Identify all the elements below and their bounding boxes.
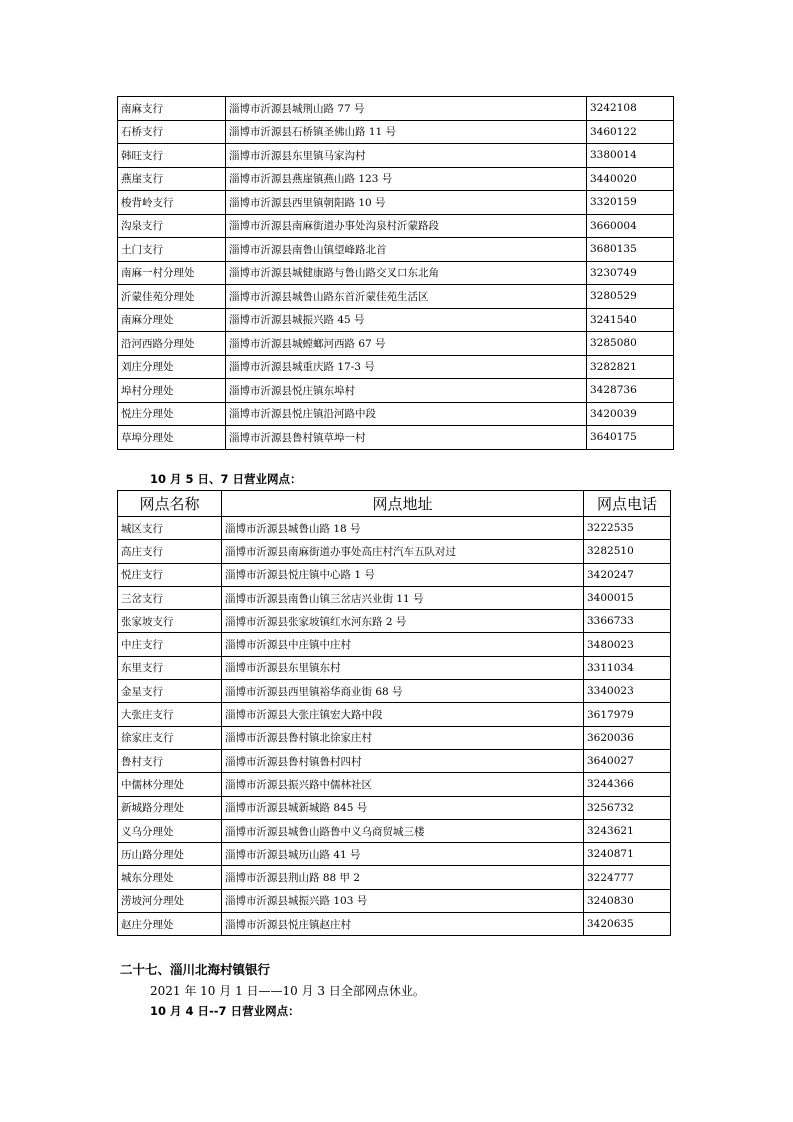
table-row <box>118 633 671 656</box>
branch-name-cell: 中庄支行 <box>118 633 222 656</box>
branch-address-cell: 淄博市沂源县悦庄镇东埠村 <box>226 379 587 403</box>
branch-name-cell: 赵庄分理处 <box>118 913 222 936</box>
branch-phone-cell: 3311034 <box>584 656 671 679</box>
branch-phone-cell: 3617979 <box>584 703 671 726</box>
branch-phone-cell: 3280529 <box>587 285 674 309</box>
table-row <box>118 332 674 356</box>
branch-phone-cell: 3680135 <box>587 238 674 262</box>
branch-address-cell: 淄博市沂源县鲁村镇草埠一村 <box>226 426 587 450</box>
branch-address-cell: 淄博市沂源县南麻街道办事处沟泉村沂蒙路段 <box>226 214 587 238</box>
branch-name-cell: 沂蒙佳苑分理处 <box>118 285 226 309</box>
table-row <box>118 144 674 168</box>
branch-table-1 <box>117 96 674 450</box>
branch-address-cell: 淄博市沂源县中庄镇中庄村 <box>222 633 584 656</box>
branch-address-cell: 淄博市沂源县城振兴路 103 号 <box>222 889 584 912</box>
branch-address-cell: 淄博市沂源县张家坡镇红水河东路 2 号 <box>222 610 584 633</box>
branch-phone-cell: 3366733 <box>584 610 671 633</box>
table-row <box>118 819 671 842</box>
branch-name-cell: 南麻支行 <box>118 97 226 121</box>
table-row <box>118 97 674 121</box>
branch-name-cell: 沟泉支行 <box>118 214 226 238</box>
section-title-27: 二十七、淄川北海村镇银行 <box>120 962 271 977</box>
branch-name-cell: 大张庄支行 <box>118 703 222 726</box>
section-heading-oct5-7: 10 月 5 日、7 日营业网点： <box>150 472 302 486</box>
table-row <box>118 563 671 586</box>
branch-phone-cell: 3243621 <box>584 819 671 842</box>
branch-phone-cell: 3244366 <box>584 773 671 796</box>
branch-name-cell: 土门支行 <box>118 238 226 262</box>
table-row <box>118 540 671 563</box>
branch-name-cell: 金星支行 <box>118 680 222 703</box>
branch-name-cell: 南麻分理处 <box>118 308 226 332</box>
branch-phone-cell: 3620036 <box>584 726 671 749</box>
table-row <box>118 426 674 450</box>
table-row <box>118 913 671 936</box>
header-branch-phone: 网点电话 <box>584 491 671 517</box>
branch-address-cell: 淄博市沂源县荆山路 88 甲 2 <box>222 866 584 889</box>
branch-name-cell: 张家坡支行 <box>118 610 222 633</box>
branch-name-cell: 鲁村支行 <box>118 749 222 772</box>
branch-name-cell: 城区支行 <box>118 517 222 540</box>
table-header-row <box>118 491 671 517</box>
branch-address-cell: 淄博市沂源县城新城路 845 号 <box>222 796 584 819</box>
branch-address-cell: 淄博市沂源县南鲁山镇望峰路北首 <box>226 238 587 262</box>
branch-address-cell: 淄博市沂源县悦庄镇沿河路中段 <box>226 402 587 426</box>
branch-name-cell: 涝坡河分理处 <box>118 889 222 912</box>
branch-address-cell: 淄博市沂源县城荆山路 77 号 <box>226 97 587 121</box>
table-row <box>118 843 671 866</box>
table-row <box>118 120 674 144</box>
table-row <box>118 866 671 889</box>
branch-address-cell: 淄博市沂源县悦庄镇赵庄村 <box>222 913 584 936</box>
branch-phone-cell: 3320159 <box>587 191 674 215</box>
branch-table-2 <box>117 490 671 936</box>
table-row <box>118 703 671 726</box>
branch-address-cell: 淄博市沂源县城鲁山路 18 号 <box>222 517 584 540</box>
branch-name-cell: 悦庄分理处 <box>118 402 226 426</box>
branch-name-cell: 悦庄支行 <box>118 563 222 586</box>
table-row <box>118 167 674 191</box>
table-row <box>118 749 671 772</box>
table-row <box>118 796 671 819</box>
branch-name-cell: 埠村分理处 <box>118 379 226 403</box>
branch-name-cell: 燕崖支行 <box>118 167 226 191</box>
table-row <box>118 379 674 403</box>
branch-name-cell: 徐家庄支行 <box>118 726 222 749</box>
table-row <box>118 191 674 215</box>
header-branch-address: 网点地址 <box>222 491 584 517</box>
table-row <box>118 238 674 262</box>
branch-address-cell: 淄博市沂源县城健康路与鲁山路交叉口东北角 <box>226 261 587 285</box>
branch-phone-cell: 3340023 <box>584 680 671 703</box>
branch-phone-cell: 3380014 <box>587 144 674 168</box>
table-row <box>118 308 674 332</box>
branch-phone-cell: 3282510 <box>584 540 671 563</box>
branch-name-cell: 三岔支行 <box>118 586 222 609</box>
branch-address-cell: 淄博市沂源县东里镇马家沟村 <box>226 144 587 168</box>
branch-address-cell: 淄博市沂源县西里镇裕华商业街 68 号 <box>222 680 584 703</box>
branch-name-cell: 梭背岭支行 <box>118 191 226 215</box>
branch-phone-cell: 3230749 <box>587 261 674 285</box>
table-row <box>118 610 671 633</box>
branch-phone-cell: 3256732 <box>584 796 671 819</box>
branch-address-cell: 淄博市沂源县城重庆路 17-3 号 <box>226 355 587 379</box>
branch-address-cell: 淄博市沂源县城鲁山路东首沂蒙佳苑生活区 <box>226 285 587 309</box>
branch-phone-cell: 3420247 <box>584 563 671 586</box>
branch-phone-cell: 3640027 <box>584 749 671 772</box>
branch-address-cell: 淄博市沂源县城螳螂河西路 67 号 <box>226 332 587 356</box>
branch-name-cell: 城东分理处 <box>118 866 222 889</box>
branch-phone-cell: 3420039 <box>587 402 674 426</box>
branch-phone-cell: 3420635 <box>584 913 671 936</box>
branch-phone-cell: 3460122 <box>587 120 674 144</box>
table-row <box>118 517 671 540</box>
branch-phone-cell: 3428736 <box>587 379 674 403</box>
branch-address-cell: 淄博市沂源县南鲁山镇三岔店兴业街 11 号 <box>222 586 584 609</box>
table-row <box>118 680 671 703</box>
branch-phone-cell: 3241540 <box>587 308 674 332</box>
branch-phone-cell: 3240871 <box>584 843 671 866</box>
branch-address-cell: 淄博市沂源县城历山路 41 号 <box>222 843 584 866</box>
branch-phone-cell: 3440020 <box>587 167 674 191</box>
branch-phone-cell: 3480023 <box>584 633 671 656</box>
branch-name-cell: 高庄支行 <box>118 540 222 563</box>
branch-name-cell: 南麻一村分理处 <box>118 261 226 285</box>
table-row <box>118 402 674 426</box>
branch-phone-cell: 3240830 <box>584 889 671 912</box>
branch-name-cell: 中儒林分理处 <box>118 773 222 796</box>
branch-address-cell: 淄博市沂源县振兴路中儒林社区 <box>222 773 584 796</box>
header-branch-name: 网点名称 <box>118 491 222 517</box>
branch-phone-cell: 3242108 <box>587 97 674 121</box>
branch-phone-cell: 3285080 <box>587 332 674 356</box>
branch-address-cell: 淄博市沂源县东里镇东村 <box>222 656 584 679</box>
branch-address-cell: 淄博市沂源县南麻街道办事处高庄村汽车五队对过 <box>222 540 584 563</box>
section-heading-oct4-7: 10 月 4 日--7 日营业网点： <box>150 1004 300 1018</box>
table-row <box>118 261 674 285</box>
branch-phone-cell: 3224777 <box>584 866 671 889</box>
table-row <box>118 355 674 379</box>
table-row <box>118 773 671 796</box>
branch-name-cell: 韩旺支行 <box>118 144 226 168</box>
branch-address-cell: 淄博市沂源县鲁村镇北徐家庄村 <box>222 726 584 749</box>
table-row <box>118 214 674 238</box>
branch-phone-cell: 3400015 <box>584 586 671 609</box>
branch-phone-cell: 3222535 <box>584 517 671 540</box>
branch-name-cell: 新城路分理处 <box>118 796 222 819</box>
branch-name-cell: 石桥支行 <box>118 120 226 144</box>
branch-address-cell: 淄博市沂源县鲁村镇鲁村四村 <box>222 749 584 772</box>
table-row <box>118 656 671 679</box>
branch-address-cell: 淄博市沂源县石桥镇圣佛山路 11 号 <box>226 120 587 144</box>
branch-name-cell: 东里支行 <box>118 656 222 679</box>
branch-name-cell: 草埠分理处 <box>118 426 226 450</box>
branch-name-cell: 刘庄分理处 <box>118 355 226 379</box>
branch-address-cell: 淄博市沂源县城鲁山路鲁中义乌商贸城三楼 <box>222 819 584 842</box>
table-row <box>118 726 671 749</box>
branch-phone-cell: 3660004 <box>587 214 674 238</box>
table-row <box>118 285 674 309</box>
closure-notice: 2021 年 10 月 1 日——10 月 3 日全部网点休业。 <box>150 984 425 998</box>
branch-name-cell: 历山路分理处 <box>118 843 222 866</box>
branch-address-cell: 淄博市沂源县燕崖镇燕山路 123 号 <box>226 167 587 191</box>
branch-phone-cell: 3640175 <box>587 426 674 450</box>
branch-address-cell: 淄博市沂源县城振兴路 45 号 <box>226 308 587 332</box>
branch-address-cell: 淄博市沂源县西里镇朝阳路 10 号 <box>226 191 587 215</box>
branch-phone-cell: 3282821 <box>587 355 674 379</box>
branch-name-cell: 沿河西路分理处 <box>118 332 226 356</box>
table-row <box>118 889 671 912</box>
branch-name-cell: 义乌分理处 <box>118 819 222 842</box>
branch-address-cell: 淄博市沂源县悦庄镇中心路 1 号 <box>222 563 584 586</box>
table-row <box>118 586 671 609</box>
branch-address-cell: 淄博市沂源县大张庄镇宏大路中段 <box>222 703 584 726</box>
